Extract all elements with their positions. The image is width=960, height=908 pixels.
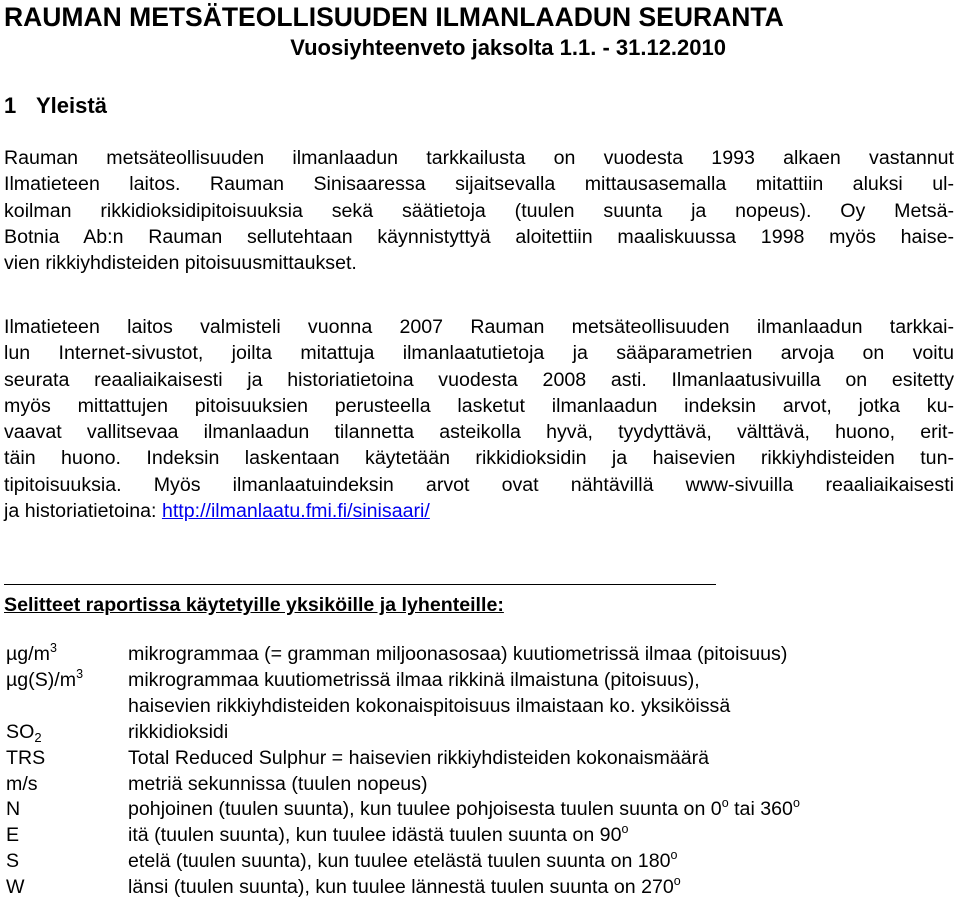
text-line: Ilmatieteen laitos. Rauman Sinisaaressa sijaitsevalla mittausasemalla mitattiin aluksi ul- [4, 173, 954, 196]
text-line: myös mittattujen pitoisuuksien perusteella lasketut ilmanlaadun indeksin arvot, jotka ku- [4, 394, 954, 417]
text-line: Rauman metsäteollisuuden ilmanlaadun tarkkailusta on vuodesta 1993 alkaen vastannut [4, 147, 954, 169]
abbreviation-term: $SO_2$ [6, 720, 42, 745]
abbreviation-definition: pohjoinen (tuulen suunta), kun tuulee pohjoisesta tuulen suunta on 0$^o$ tai 360$^o$ [128, 796, 800, 821]
text-line: vaavat vallitsevaa ilmanlaadun tilannetta asteikolla hyvä, tyydyttävä, välttävä, huono, erit- [4, 421, 954, 444]
section-number: 1 [4, 93, 17, 118]
abbreviation-definition: mikrogrammaa kuutiometrissä ilmaa rikkinä ilmaistuna (pitoisuus), [128, 668, 700, 691]
text-line: vien rikkiyhdisteiden pitoisuusmittaukset. [4, 252, 357, 275]
link-prefix: ja historiatietoina: [4, 500, 162, 523]
abbreviation-list [6, 642, 956, 901]
abbreviation-row [6, 772, 956, 798]
abbreviation-definition: rikkidioksidi [128, 720, 229, 743]
abbreviation-term-empty [6, 694, 128, 720]
abbreviation-row [6, 875, 956, 901]
text-line: Botnia Ab:n Rauman sellutehtaan käynnistyttyä aloitettiin maaliskuussa 1998 myös haise- [4, 225, 954, 248]
section-heading [4, 92, 107, 120]
abbreviation-row [6, 642, 956, 668]
abbreviation-term: W [6, 876, 25, 899]
text-line: koilman rikkidioksidipitoisuuksia sekä säätietoja (tuulen suunta ja nopeus). Oy Metsä- [4, 199, 954, 222]
abbreviation-row-continuation [6, 694, 956, 720]
document-title: RAUMAN METSÄTEOLLISUUDEN ILMANLAADUN SEURANTA [4, 2, 784, 32]
abbreviation-definition: itä (tuulen suunta), kun tuulee idästä tuulen suunta on 90$^o$ [128, 822, 629, 847]
abbreviation-definition: haisevien rikkiyhdisteiden kokonaispitoisuus ilmaistaan ko. yksiköissä [128, 694, 731, 717]
abbreviation-row [6, 720, 956, 746]
text-line: tipitoisuuksia. Myös ilmanlaatuindeksin arvot ovat nähtävillä www-sivuilla reaaliaikaisesti [4, 473, 954, 496]
text-line: lun Internet-sivustot, joilta mitattuja ilmanlaatutietoja ja sääparametrien arvoja on voitu [4, 342, 954, 365]
abbreviation-term: $\mu g/m^3$ [6, 641, 57, 665]
document-subtitle: Vuosiyhteenveto jaksolta 1.1. - 31.12.2010 [290, 35, 726, 60]
abbreviation-definition: mikrogrammaa (= gramman miljoonasosaa) kuutiometrissä ilmaa (pitoisuus) [128, 643, 788, 665]
abbreviation-row [6, 849, 956, 875]
paragraph-internet-site [4, 314, 954, 524]
separator-line [4, 584, 716, 585]
text-line: seurata reaaliaikaisesti ja historiatietoina vuodesta 2008 asti. Ilmanlaatusivuilla on esitetty [4, 368, 954, 391]
abbreviation-definition: etelä (tuulen suunta), kun tuulee etelästä tuulen suunta on 180$^o$ [128, 848, 678, 873]
abbreviation-term: $\mu g(S)/m^3$ [6, 666, 84, 691]
abbreviation-definition: metriä sekunnissa (tuulen nopeus) [128, 772, 428, 795]
abbreviation-row [6, 746, 956, 772]
abbreviation-definition: Total Reduced Sulphur = haisevien rikkiyhdisteiden kokonaismäärä [128, 746, 710, 769]
abbreviation-term: S [6, 850, 20, 873]
text-line: täin huono. Indeksin laskentaan käytetään rikkidioksidin ja haisevien rikkiyhdisteiden tun- [4, 447, 954, 470]
abbreviation-row [6, 823, 956, 849]
abbreviation-row [6, 668, 956, 694]
paragraph-history [4, 145, 954, 276]
abbreviation-term: N [6, 798, 21, 821]
abbreviation-term: m/s [6, 772, 38, 795]
text-line: Ilmatieteen laitos valmisteli vuonna 2007 Rauman metsäteollisuuden ilmanlaadun tarkkai- [4, 316, 954, 338]
text-line-with-link [4, 498, 954, 524]
legend-heading: Selitteet raportissa käytetyille yksiköille ja lyhenteille: [4, 594, 504, 616]
abbreviation-row [6, 797, 956, 823]
abbreviation-term: TRS [6, 746, 46, 769]
sinisaari-link[interactable]: http://ilmanlaatu.fmi.fi/sinisaari/ [161, 500, 430, 523]
abbreviation-definition: länsi (tuulen suunta), kun tuulee lännestä tuulen suunta on 270$^o$ [128, 874, 681, 899]
section-title: Yleistä [36, 93, 107, 118]
abbreviation-term: E [6, 824, 20, 847]
